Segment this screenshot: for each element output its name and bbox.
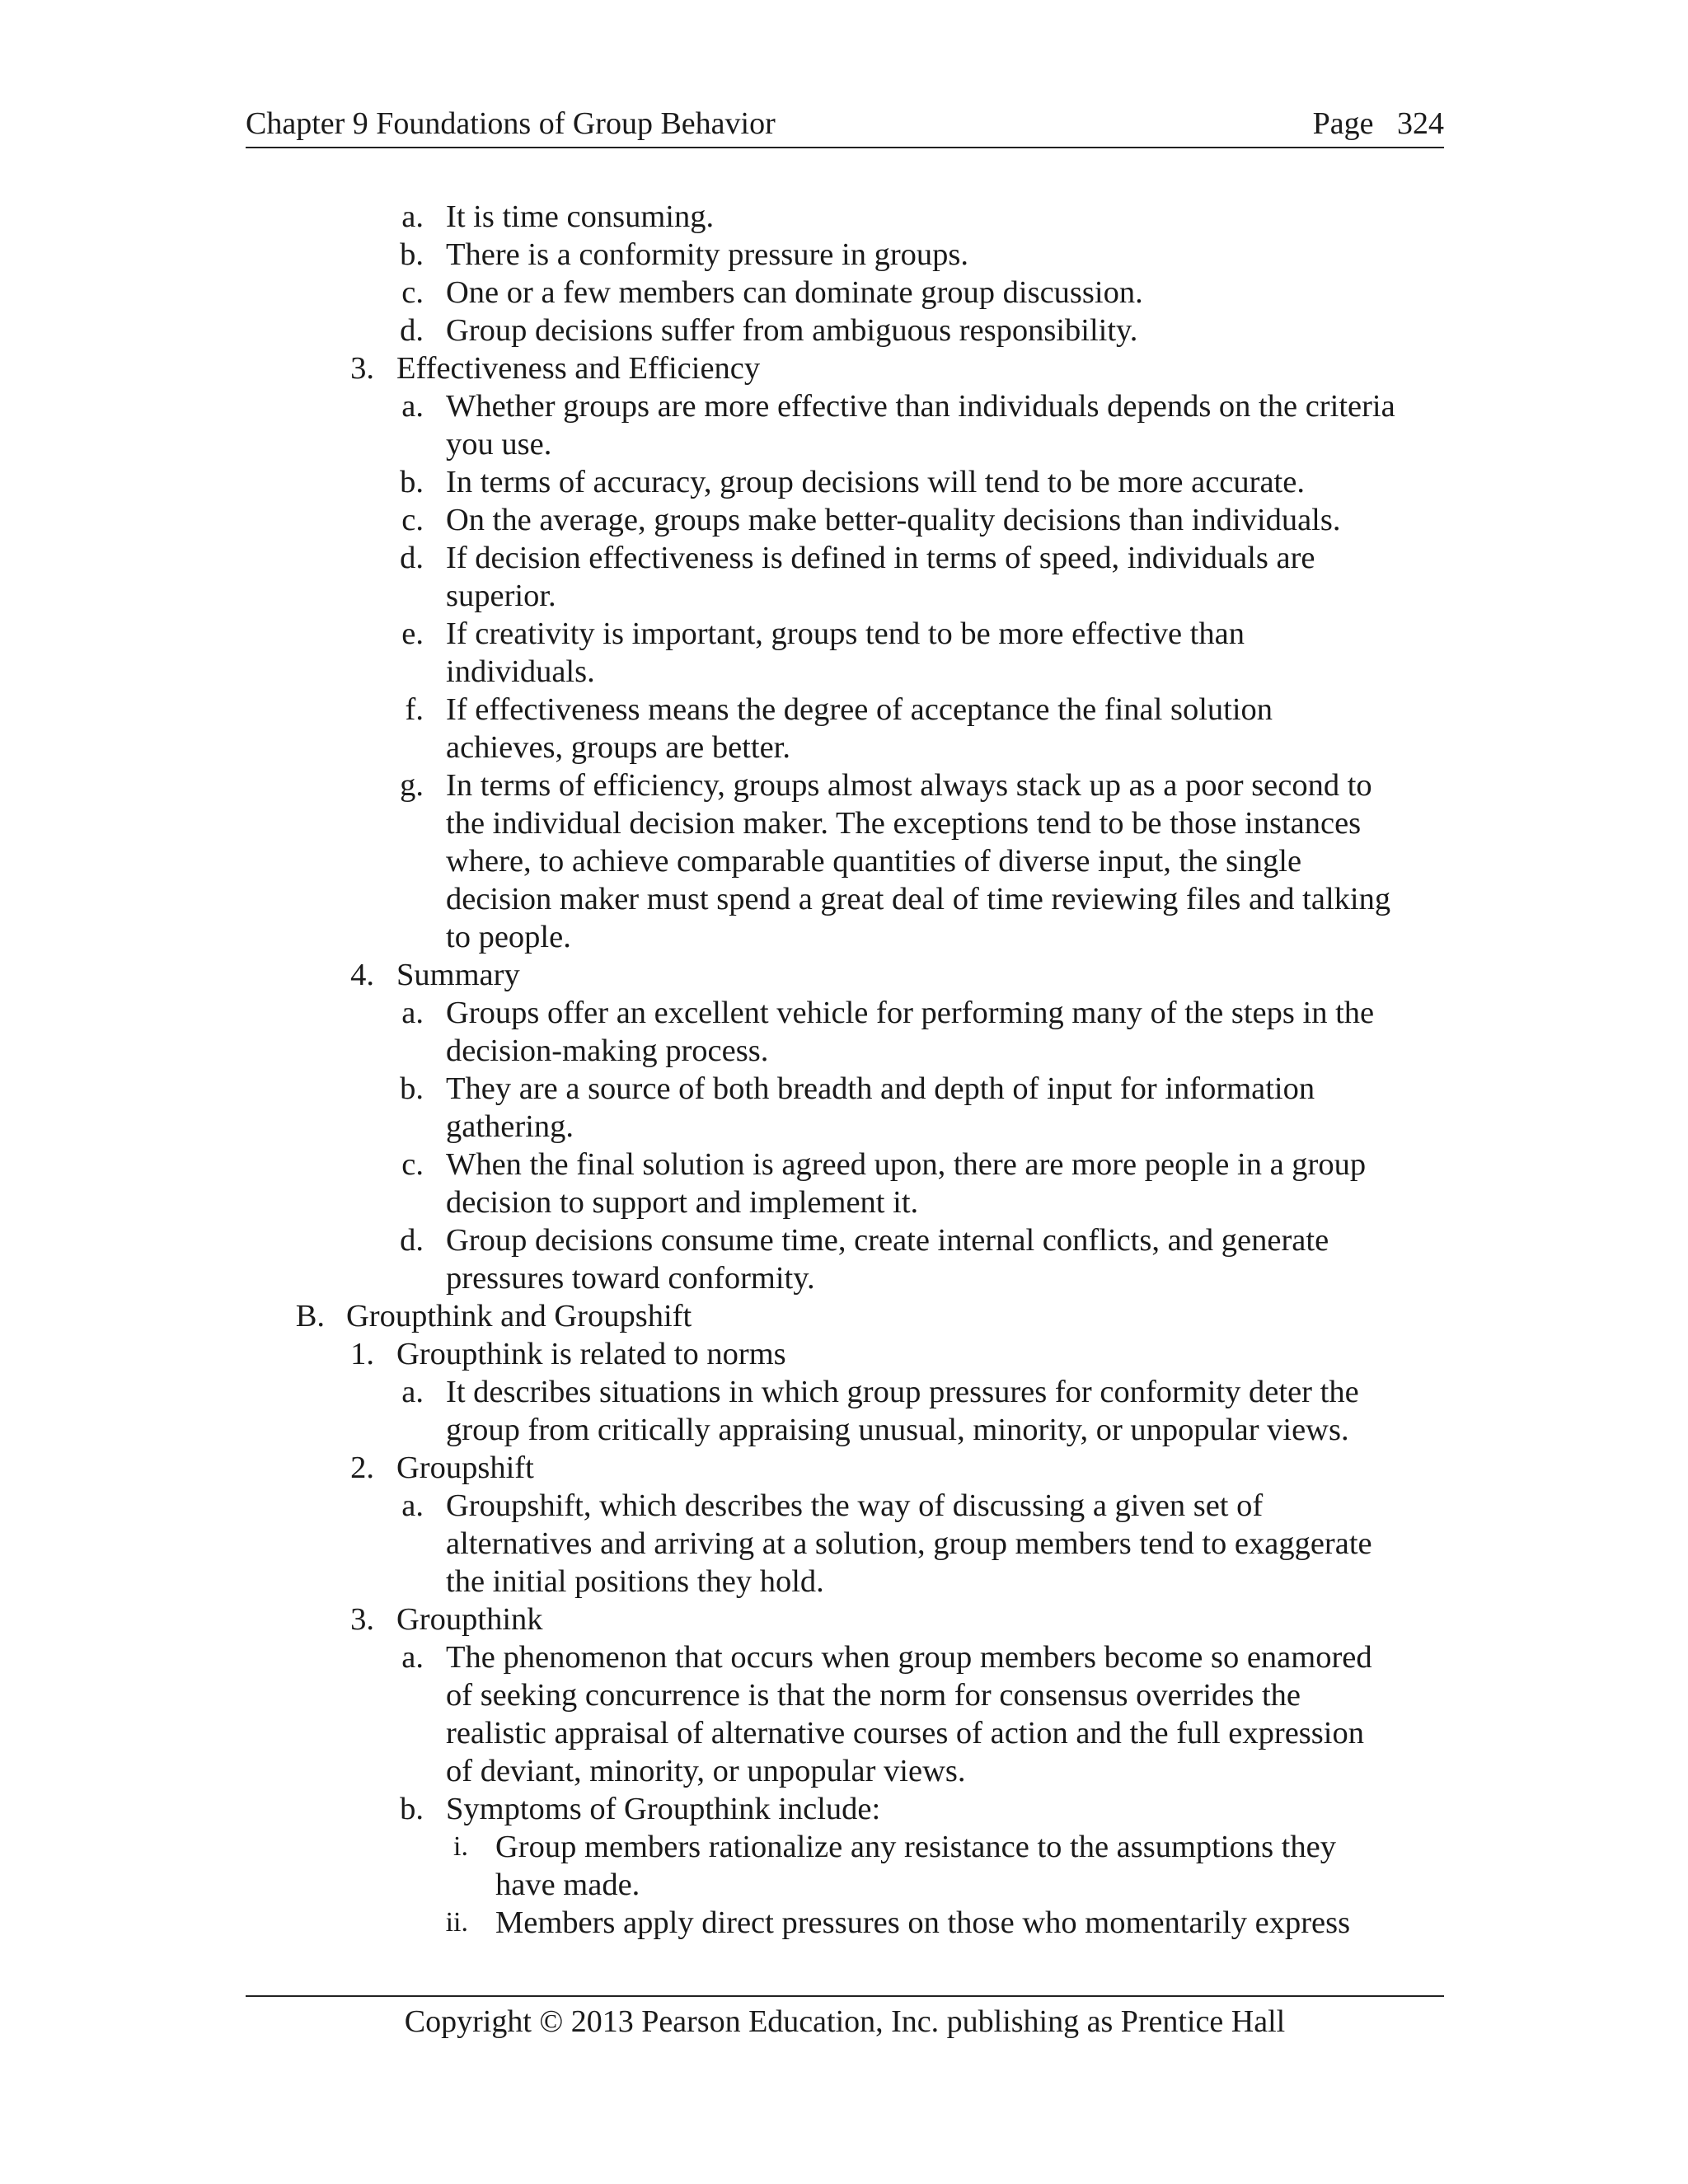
outline-line [0, 349, 1688, 387]
outline-line [0, 1297, 1688, 1335]
list-marker: b. [400, 1071, 424, 1106]
list-marker: b. [400, 1792, 424, 1826]
line-text: to people. [446, 920, 571, 954]
line-text: One or a few members can dominate group discussion. [446, 275, 1143, 310]
line-text: There is a conformity pressure in groups. [446, 237, 969, 272]
list-marker: g. [400, 768, 424, 803]
line-text: It is time consuming. [446, 199, 715, 234]
outline-line [0, 1108, 1688, 1146]
list-marker: c. [401, 275, 424, 310]
outline-line [0, 994, 1688, 1032]
outline-line [0, 1638, 1688, 1676]
line-text: Groupthink [396, 1602, 543, 1637]
list-marker: e. [401, 616, 424, 651]
outline-line [0, 1373, 1688, 1411]
line-text: They are a source of both breadth and depth of input for information [446, 1071, 1315, 1106]
line-text: In terms of efficiency, groups almost always stack up as a poor second to [446, 768, 1372, 803]
line-text: of seeking concurrence is that the norm for consensus overrides the [446, 1678, 1301, 1713]
list-marker: f. [405, 692, 424, 727]
outline-line [0, 1676, 1688, 1714]
list-marker: 2. [350, 1451, 374, 1485]
outline-line [0, 198, 1688, 236]
outline-line [0, 1601, 1688, 1638]
line-text: If effectiveness means the degree of acceptance the final solution [446, 692, 1273, 727]
outline-line [0, 842, 1688, 880]
outline-line [0, 539, 1688, 577]
line-text: Groupthink and Groupshift [346, 1299, 692, 1333]
list-marker: a. [401, 199, 424, 234]
outline-line [0, 1259, 1688, 1297]
line-text: Symptoms of Groupthink include: [446, 1792, 881, 1826]
outline-line [0, 1525, 1688, 1563]
list-marker: a. [401, 996, 424, 1030]
line-text: If decision effectiveness is defined in terms of speed, individuals are [446, 541, 1315, 575]
line-text: alternatives and arriving at a solution, group members tend to exaggerate [446, 1526, 1372, 1561]
list-marker: d. [400, 1223, 424, 1258]
line-text: decision-making process. [446, 1033, 769, 1068]
outline-line [0, 274, 1688, 312]
list-marker: a. [401, 1488, 424, 1523]
outline-line [0, 1146, 1688, 1183]
line-text: Groupshift, which describes the way of discussing a given set of [446, 1488, 1264, 1523]
list-marker: a. [401, 389, 424, 424]
line-text: Group members rationalize any resistance to the assumptions they [495, 1830, 1336, 1864]
outline-line [0, 425, 1688, 463]
outline-line [0, 1752, 1688, 1790]
footer-divider [246, 1995, 1444, 1997]
page-number-value: 324 [1397, 106, 1444, 141]
line-text: Groupthink is related to norms [396, 1337, 786, 1371]
outline-line [0, 312, 1688, 349]
outline-line [0, 1790, 1688, 1828]
outline-line [0, 1183, 1688, 1221]
page-footer [246, 2001, 1444, 2042]
page-label: Page [1312, 106, 1374, 141]
outline-line [0, 1487, 1688, 1525]
line-text: Group decisions suffer from ambiguous responsibility. [446, 313, 1138, 348]
outline-line [0, 1866, 1688, 1904]
list-marker: b. [400, 237, 424, 272]
line-text: achieves, groups are better. [446, 730, 790, 765]
line-text: decision to support and implement it. [446, 1185, 919, 1220]
line-text: the individual decision maker. The exceptions tend to be those instances [446, 806, 1362, 841]
list-marker: i. [453, 1831, 468, 1862]
line-text: In terms of accuracy, group decisions will tend to be more accurate. [446, 465, 1305, 499]
line-text: realistic appraisal of alternative courses of action and the full expression [446, 1716, 1364, 1750]
line-text: gathering. [446, 1109, 574, 1144]
line-text: the initial positions they hold. [446, 1564, 824, 1599]
outline-line [0, 766, 1688, 804]
outline-line [0, 1221, 1688, 1259]
list-marker: d. [400, 313, 424, 348]
list-marker: b. [400, 465, 424, 499]
outline-line [0, 1904, 1688, 1942]
outline-line [0, 918, 1688, 956]
line-text: group from critically appraising unusual, minority, or unpopular views. [446, 1413, 1349, 1447]
outline-line [0, 236, 1688, 274]
outline-content [0, 198, 1688, 1942]
line-text: Summary [396, 958, 520, 992]
line-text: you use. [446, 427, 552, 462]
line-text: Group decisions consume time, create internal conflicts, and generate [446, 1223, 1329, 1258]
list-marker: c. [401, 503, 424, 537]
line-text: decision maker must spend a great deal of time reviewing files and talking [446, 882, 1391, 916]
chapter-title: Chapter 9 Foundations of Group Behavior [246, 106, 776, 141]
line-text: Groups offer an excellent vehicle for performing many of the steps in the [446, 996, 1375, 1030]
line-text: Groupshift [396, 1451, 534, 1485]
outline-line [0, 1563, 1688, 1601]
outline-line [0, 1032, 1688, 1070]
copyright-text: Copyright © 2013 Pearson Education, Inc. publishing as Prentice Hall [404, 2004, 1286, 2039]
outline-line [0, 1335, 1688, 1373]
outline-line [0, 1828, 1688, 1866]
line-text: It describes situations in which group pressures for conformity deter the [446, 1375, 1359, 1409]
list-marker: a. [401, 1375, 424, 1409]
outline-line [0, 804, 1688, 842]
line-text: where, to achieve comparable quantities of diverse input, the single [446, 844, 1302, 879]
line-text: of deviant, minority, or unpopular views. [446, 1754, 966, 1788]
outline-line [0, 729, 1688, 766]
line-text: have made. [495, 1868, 640, 1902]
outline-line [0, 1449, 1688, 1487]
line-text: Effectiveness and Efficiency [396, 351, 761, 386]
list-marker: ii. [445, 1907, 468, 1938]
line-text: individuals. [446, 654, 595, 689]
line-text: On the average, groups make better-quality decisions than individuals. [446, 503, 1341, 537]
line-text: The phenomenon that occurs when group members become so enamored [446, 1640, 1372, 1675]
line-text: pressures toward conformity. [446, 1261, 815, 1296]
outline-line [0, 1411, 1688, 1449]
outline-line [0, 880, 1688, 918]
list-marker: 4. [350, 958, 374, 992]
list-marker: 3. [350, 1602, 374, 1637]
page-header [246, 97, 1444, 148]
outline-line [0, 463, 1688, 501]
line-text: Whether groups are more effective than individuals depends on the criteria [446, 389, 1395, 424]
outline-line [0, 387, 1688, 425]
line-text: Members apply direct pressures on those who momentarily express [495, 1905, 1351, 1940]
outline-line [0, 1714, 1688, 1752]
line-text: When the final solution is agreed upon, there are more people in a group [446, 1147, 1367, 1182]
list-marker: a. [401, 1640, 424, 1675]
outline-line [0, 615, 1688, 653]
outline-line [0, 691, 1688, 729]
outline-line [0, 653, 1688, 691]
outline-line [0, 956, 1688, 994]
page-number [1313, 104, 1444, 143]
outline-line [0, 501, 1688, 539]
outline-line [0, 577, 1688, 615]
outline-line [0, 1070, 1688, 1108]
list-marker: 3. [350, 351, 374, 386]
list-marker: 1. [350, 1337, 374, 1371]
list-marker: d. [400, 541, 424, 575]
line-text: superior. [446, 579, 556, 613]
line-text: If creativity is important, groups tend to be more effective than [446, 616, 1245, 651]
list-marker: c. [401, 1147, 424, 1182]
list-marker: B. [295, 1299, 325, 1333]
